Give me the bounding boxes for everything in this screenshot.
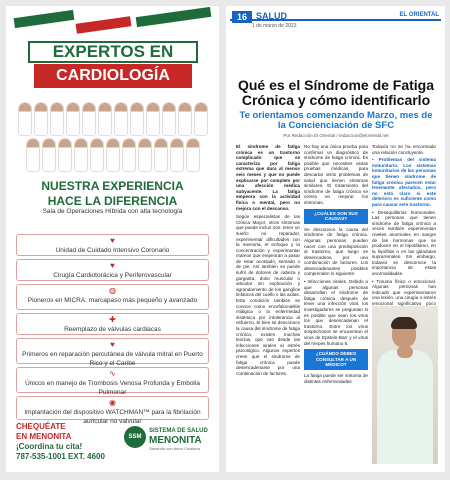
article-lead: El síndrome de fatiga crónica es un trastorno complicado que se caracteriza por fatiga extrema que dura al menos seis meses y que no puede explicarse por completo por una afección médica subyacente. La fatiga empeora con la actividad física o mental, pero no mejora con el descanso.	[236, 144, 300, 211]
service-item: ♥ Primeros en reparación percutánea de válvula mitral en Puerto Rico y el Caribe	[16, 338, 209, 364]
service-item: ♥ Unidad de Cuidado Intensivo Coronario	[16, 234, 209, 256]
ad-headline-line2: HACE LA DIFERENCIA	[47, 194, 178, 208]
section-name: SALUD	[256, 11, 287, 21]
ad-header	[6, 6, 219, 92]
issue-date: 1 de marzo de 2023	[252, 23, 297, 29]
article-bullet: • Trauma físico o emocional. Algunas personas han indicado que experimentaron una lesión, una cirugía o estrés emocional significativo poco	[372, 278, 436, 307]
phone-number: 787-535-1001 EXT. 4600	[16, 452, 105, 461]
checkup-line1: CHEQUÉATE	[16, 422, 66, 431]
publication-brand: EL ORIENTAL	[399, 12, 439, 18]
article-bullet: • Desequilibrios hormonales. Las personas que tienen síndrome de fatiga crónica a veces también experimentan niveles anormales en sangre de las hormonas que se producen en el hipotálamo, en la hipófisis o en las glándulas suprarrenales. Sin embargo, todavía se desconoce la importancia de estas anormalidades.	[372, 209, 436, 277]
checkup-line2: EN MENONITA	[16, 432, 72, 441]
ad-headline-line1: NUESTRA EXPERIENCIA	[41, 179, 184, 193]
page-header	[230, 11, 441, 21]
article-paragraph: Todavía no se ha encontrado una relación concluyente.	[372, 144, 436, 155]
newspaper-page	[226, 6, 445, 472]
article-paragraph: Se desconoce la causa del síndrome de fatiga crónica. Algunas personas pueden nacer con una predisposición al trastorno, que luego se desencadena por una combinación de factores. Los desencadenantes posibles comprenden lo siguiente:	[304, 226, 368, 277]
article-paragraph: No hay una única prueba para confirmar un diagnóstico de síndrome de fatiga crónica. Es posible que necesites varias pruebas médicas para descartar otros problemas de salud que tienen síntomas similares. El tratamiento del síndrome de fatiga crónica se centra en mejorar los síntomas.	[304, 144, 368, 205]
doctors-group-photo	[12, 94, 213, 172]
fatigued-man-photo	[372, 306, 438, 464]
checkup-block	[16, 422, 126, 462]
pacemaker-icon: ◍	[109, 286, 116, 295]
service-item: Sala de Operaciones Híbrida con alta tecnología	[42, 208, 183, 215]
article-paragraph: La fatiga puede ser síntoma de distintas enfermedades.	[304, 372, 368, 384]
vein-icon: ∿	[109, 369, 116, 378]
ad-title-line1: EXPERTOS EN	[28, 41, 198, 63]
article-bullet: • Infecciones virales. Debido a que algunas personas desarrollan el síndrome de fatiga crónica después de tener una infección viral, los investigadores se preguntan si es posible que sean los virus los que desencadenan el trastorno. Entre los virus sospechosos se encuentran el virus de Epstein-Barr y el virus del herpes humano 6.	[304, 279, 368, 346]
byline: Por Redacción El Oriental / redaccion@eloriental.net	[283, 133, 389, 138]
decorative-band	[14, 10, 75, 28]
logo-name-large: MENONITA	[149, 435, 202, 446]
article-subhead: Te orientamos comenzando Marzo, mes de la Concienciación de SFC	[239, 110, 433, 131]
menonita-logo	[124, 424, 214, 450]
page-number: 16	[232, 11, 252, 23]
article-bullet: • Problemas del sistema inmunitario. Los sistemas inmunitarios de las personas que tienen síndrome de fatiga crónica parecen estar levemente afectados, pero no está claro si este deterioro es suficiente como para causar este trastorno.	[372, 157, 436, 207]
article-headline: Qué es el Síndrome de Fatiga Crónica y cómo identificarlo	[237, 77, 435, 108]
section-box: ¿CUÁLES SON SUS CAUSAS?	[304, 209, 368, 224]
valve-icon: ✚	[109, 315, 116, 324]
logo-name-small: SISTEMA DE SALUD	[149, 428, 208, 434]
article-column-3	[372, 144, 436, 318]
heart-icon: ♥	[110, 340, 115, 349]
service-item: ✚ Reemplazo de válvulas cardiacas	[16, 313, 209, 335]
cardiology-advertisement	[6, 6, 219, 472]
article-paragraph: Según especialistas de las Clínica Mayor, otros síntomas que puede incluir son: tener un sueño no reparador, experimentar dificultades con la memoria, el enfoque y la concentración y experimentar mareos que empeoran a pasar de estar acostado, sentado o de pie. Así también se puede sufrir de dolores de cabeza y garganta, dolor muscular o articular sin explicación y agrandamiento de los ganglios linfáticos del cuello o las axilas. Esta condición también se conoce como encefalomielitis miálgica o la enfermedad sistémica por intolerancia al esfuerzo. Si bien se desconoce la causa del síndrome de fatiga crónica, existen muchas teorías, que van desde las infecciones virales al estrés psicológico. Algunos expertos creen que el síndrome de fatiga crónica puede desencadenarse por una combinación de factores.	[236, 214, 300, 376]
section-box: ¿CUÁNDO DEBES CONSULTAR A UN MÉDICO?	[304, 349, 368, 370]
ssm-badge: SSM	[124, 426, 146, 448]
service-item: ♥ Cirugía Cardiotorácica y Periferovascular	[16, 259, 209, 281]
article-column-1	[236, 144, 300, 376]
logo-tagline: Sanando con Amor Cristiano	[149, 446, 200, 451]
service-item: ◉ Implantación del dispositivo WATCHMAN™ para la fibrilación auricular no valvular	[16, 396, 209, 420]
decorative-band	[76, 16, 132, 34]
heart-icon: ♥	[110, 261, 115, 270]
ad-title-line2: CARDIOLOGÍA	[34, 64, 192, 88]
ad-headline	[12, 179, 213, 209]
service-item: ◍ Pioneros en MICRA: marcapaso más pequeño y avanzado	[16, 284, 209, 310]
device-icon: ◉	[109, 398, 116, 407]
decorative-band	[136, 7, 212, 27]
service-item: ∿ Únicos en manejo de Trombosis Venosa Profunda y Embolia Pulmonar	[16, 367, 209, 393]
heart-icon: ♥	[110, 236, 115, 245]
article-column-2	[304, 144, 368, 384]
coordinate-text: ¡Coordina tu cita!	[16, 442, 83, 451]
